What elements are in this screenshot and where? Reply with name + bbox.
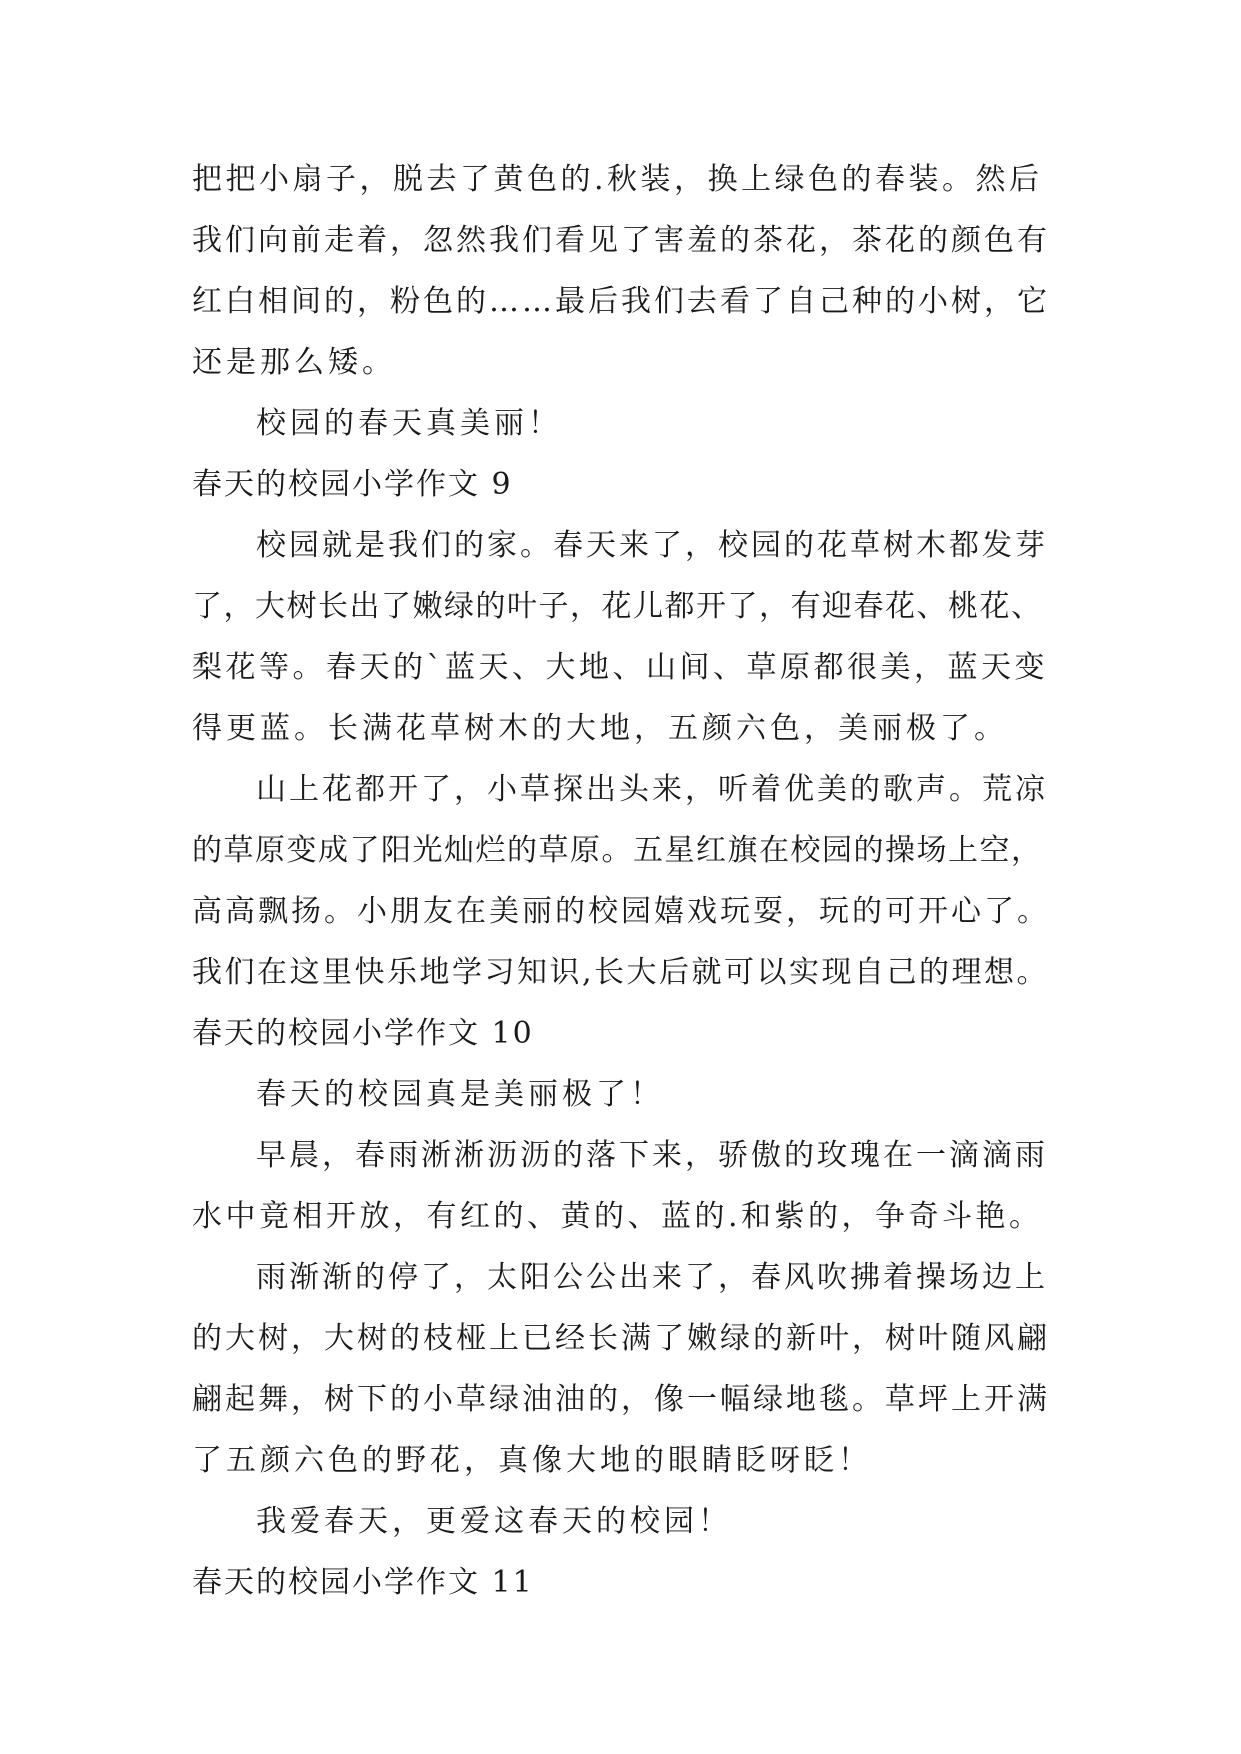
paragraph-line: 雨渐渐的停了，太阳公公出来了，春风吹拂着操场边上 — [256, 1260, 1048, 1295]
document-body — [192, 160, 1052, 1624]
paragraph-line: 春天的校园真是美丽极了！ — [256, 1077, 664, 1112]
section-heading: 春天的校园小学作文 9 — [192, 467, 513, 502]
text-line: 的大树，大树的枝桠上已经长满了嫩绿的新叶，树叶随风翩 — [192, 1321, 1050, 1356]
section-heading: 春天的校园小学作文 10 — [192, 1016, 534, 1051]
paragraph-line: 校园的春天真美丽！ — [256, 406, 562, 441]
text-line: 我们向前走着，忽然我们看见了害羞的茶花，茶花的颜色有 — [192, 223, 1050, 258]
text-line: 高高飘扬。小朋友在美丽的校园嬉戏玩耍，玩的可开心了。 — [192, 894, 1050, 929]
paragraph-line: 校园就是我们的家。春天来了，校园的花草树木都发芽 — [256, 528, 1048, 563]
section-heading: 春天的校园小学作文 11 — [192, 1565, 534, 1600]
text-line: 翩起舞，树下的小草绿油油的，像一幅绿地毯。草坪上开满 — [192, 1382, 1050, 1417]
text-line: 还是那么矮。 — [192, 345, 396, 380]
text-line: 红白相间的，粉色的……最后我们去看了自己种的小树，它 — [192, 284, 1050, 319]
text-line: 得更蓝。长满花草树木的大地，五颜六色，美丽极了。 — [192, 711, 1008, 746]
text-line: 把把小扇子，脱去了黄色的.秋装，换上绿色的春装。然后 — [192, 162, 1043, 197]
text-line: 了，大树长出了嫩绿的叶子，花儿都开了，有迎春花、桃花、 — [192, 589, 1043, 624]
paragraph-line: 山上花都开了，小草探出头来，听着优美的歌声。荒凉 — [256, 772, 1048, 807]
text-line: 我们在这里快乐地学习知识,长大后就可以实现自己的理想。 — [192, 955, 1050, 990]
text-line: 水中竟相开放，有红的、黄的、蓝的.和紫的，争奇斗艳。 — [192, 1199, 1043, 1234]
text-line: 梨花等。春天的`蓝天、大地、山间、草原都很美，蓝天变 — [192, 650, 1048, 685]
paragraph-line: 我爱春天，更爱这春天的校园！ — [256, 1504, 732, 1539]
text-line: 的草原变成了阳光灿烂的草原。五星红旗在校园的操场上空， — [192, 833, 1043, 868]
text-line: 了五颜六色的野花，真像大地的眼睛眨呀眨！ — [192, 1443, 872, 1478]
paragraph-line: 早晨，春雨淅淅沥沥的落下来，骄傲的玫瑰在一滴滴雨 — [256, 1138, 1048, 1173]
